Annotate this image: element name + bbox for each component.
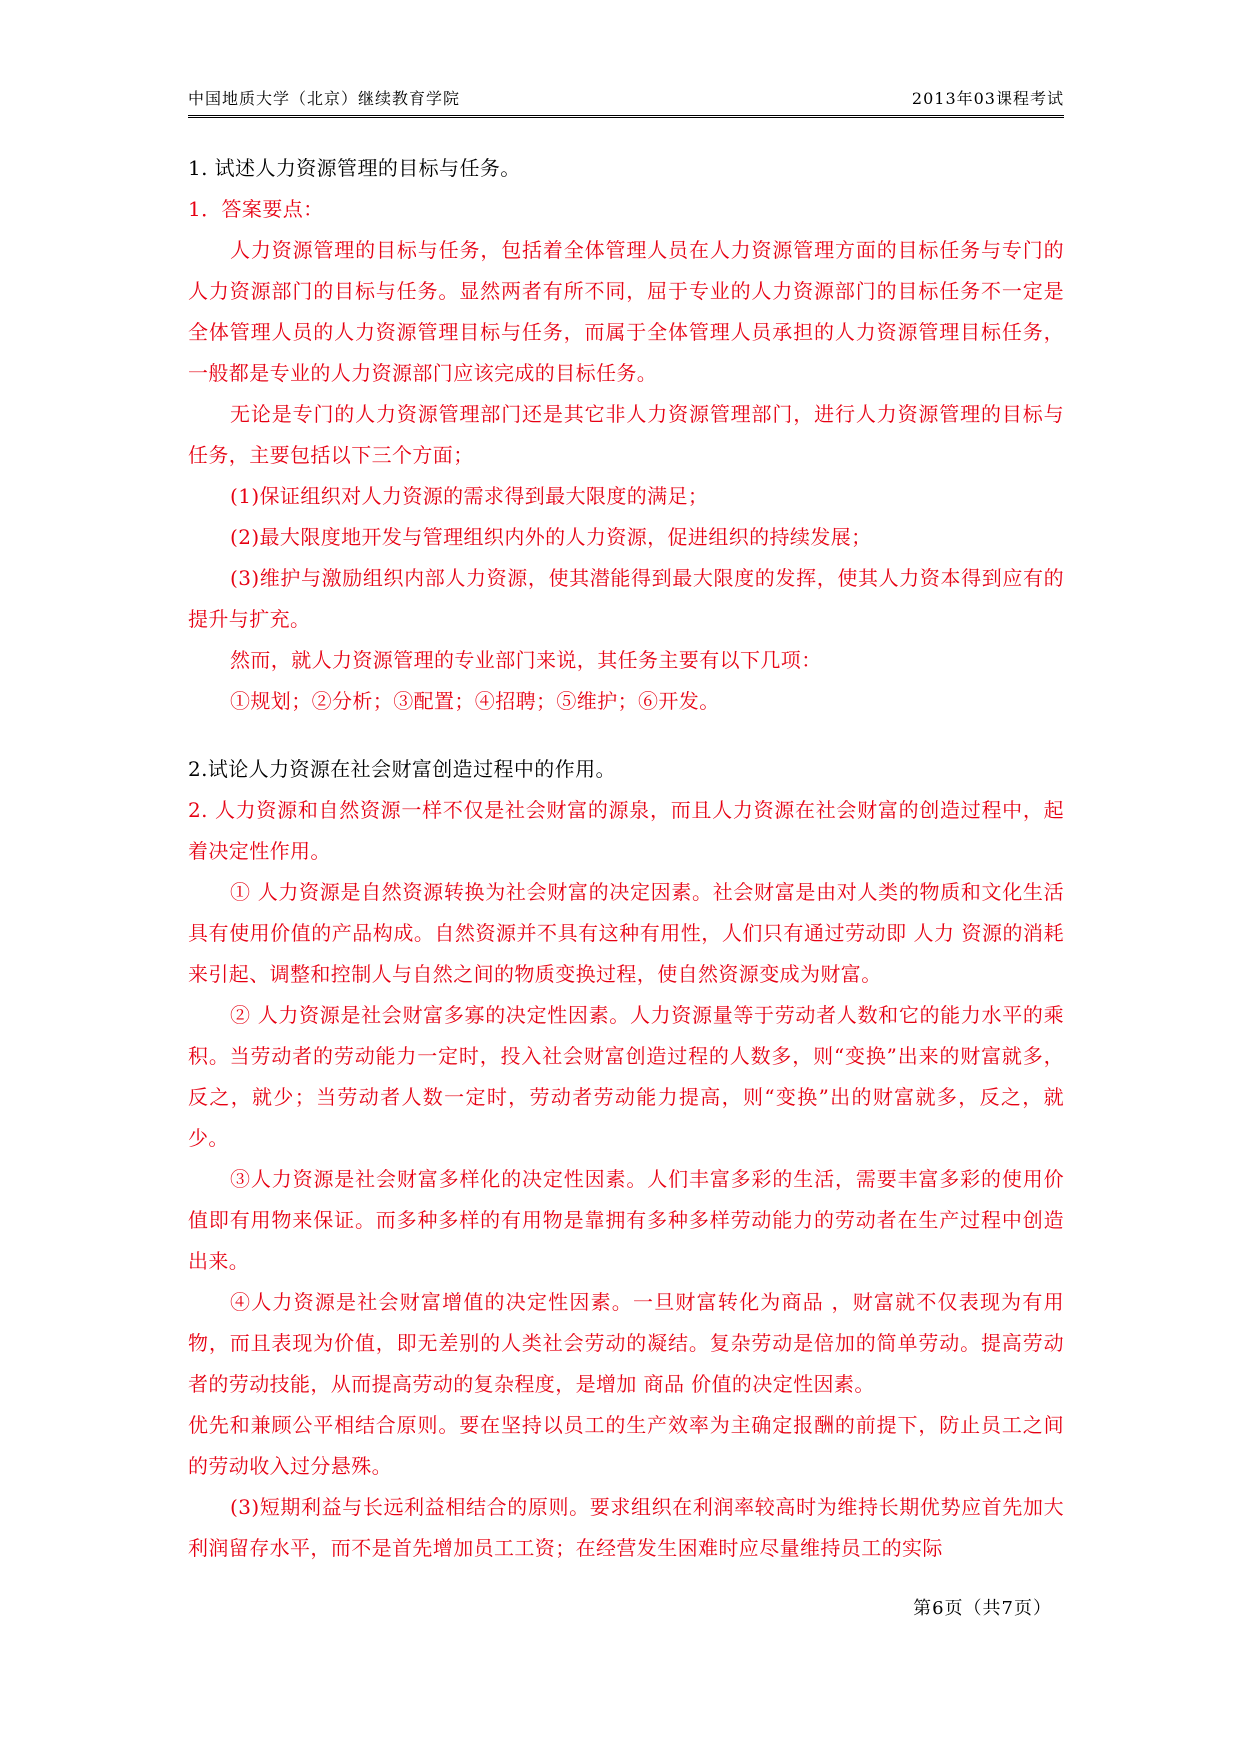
answer-1-paragraph-1: 人力资源管理的目标与任务，包括着全体管理人员在人力资源管理方面的目标任务与专门的人力资源部门的目标与任务。显然两者有所不同，屈于专业的人力资源部门的目标任务不一定是全体管理人员的人力资源管理目标与任务，而属于全体管理人员承担的人力资源管理目标任务，一般都是专业的人力资源部门应该完成的目标任务。 (188, 238, 1064, 385)
answer-2-point-4: ④人力资源是社会财富增值的决定性因素。一旦财富转化为商品 ，财富就不仅表现为有用物，而且表现为价值，即无差别的人类社会劳动的凝结。复杂劳动是倍加的简单劳动。提高劳动者的劳动技能，从而提高劳动的复杂程度，是增加 商品 价值的决定性因素。 (188, 1290, 1064, 1396)
answer-1-item-1: (1)保证组织对人力资源的需求得到最大限度的满足； (230, 484, 709, 508)
header-divider (188, 115, 1064, 118)
answer-1-paragraph-2: 无论是专门的人力资源管理部门还是其它非人力资源管理部门，进行人力资源管理的目标与任务，主要包括以下三个方面； (188, 402, 1064, 467)
page-number: 第6页（共7页） (913, 1598, 1052, 1619)
header-exam-title: 2013年03课程考试 (911, 89, 1064, 108)
answer-1-item-2: (2)最大限度地开发与管理组织内外的人力资源，促进组织的持续发展； (230, 525, 872, 549)
answer-2-point-3: ③人力资源是社会财富多样化的决定性因素。人们丰富多彩的生活，需要丰富多彩的使用价值即有用物来保证。而多种多样的有用物是靠拥有多种多样劳动能力的劳动者在生产过程中创造出来。 (188, 1167, 1064, 1273)
answer-2-point-1: ① 人力资源是自然资源转换为社会财富的决定因素。社会财富是由对人类的物质和文化生活具有使用价值的产品构成。自然资源并不具有这种有用性，人们只有通过劳动即 人力 资源的消耗来引起、调整和控制人与自然之间的物质变换过程，使自然资源变成为财富。 (188, 880, 1064, 986)
answer-1-title: 1．答案要点： (188, 197, 324, 221)
answer-1-paragraph-3: 然而，就人力资源管理的专业部门来说，其任务主要有以下几项： (230, 648, 822, 672)
header-institution: 中国地质大学（北京）继续教育学院 (188, 89, 461, 108)
answer-1-item-3: (3)维护与激励组织内部人力资源，使其潜能得到最大限度的发挥，使其人力资本得到应有的提升与扩充。 (188, 566, 1064, 631)
document-body (188, 148, 1064, 1569)
principle-paragraph: 优先和兼顾公平相结合原则。要在坚持以员工的生产效率为主确定报酬的前提下，防止员工之间的劳动收入过分悬殊。 (188, 1413, 1064, 1478)
question-2: 2.试论人力资源在社会财富创造过程中的作用。 (188, 757, 616, 781)
answer-2-intro: 2. 人力资源和自然资源一样不仅是社会财富的源泉，而且人力资源在社会财富的创造过程中，起着决定性作用。 (188, 798, 1064, 863)
answer-1-task-list: ①规划；②分析；③配置；④招聘；⑤维护；⑥开发。 (230, 689, 720, 713)
question-1: 1. 试述人力资源管理的目标与任务。 (188, 156, 521, 180)
section-gap (188, 722, 1064, 749)
principle-3-paragraph: (3)短期利益与长远利益相结合的原则。要求组织在利润率较高时为维持长期优势应首先加大利润留存水平，而不是首先增加员工工资；在经营发生困难时应尽量维持员工的实际 (188, 1495, 1064, 1560)
answer-2-point-2: ② 人力资源是社会财富多寡的决定性因素。人力资源量等于劳动者人数和它的能力水平的乘积。当劳动者的劳动能力一定时，投入社会财富创造过程的人数多，则“变换”出来的财富就多，反之，就少；当劳动者人数一定时，劳动者劳动能力提高，则“变换”出的财富就多，反之，就少。 (188, 1003, 1064, 1150)
page-header (188, 86, 1064, 108)
